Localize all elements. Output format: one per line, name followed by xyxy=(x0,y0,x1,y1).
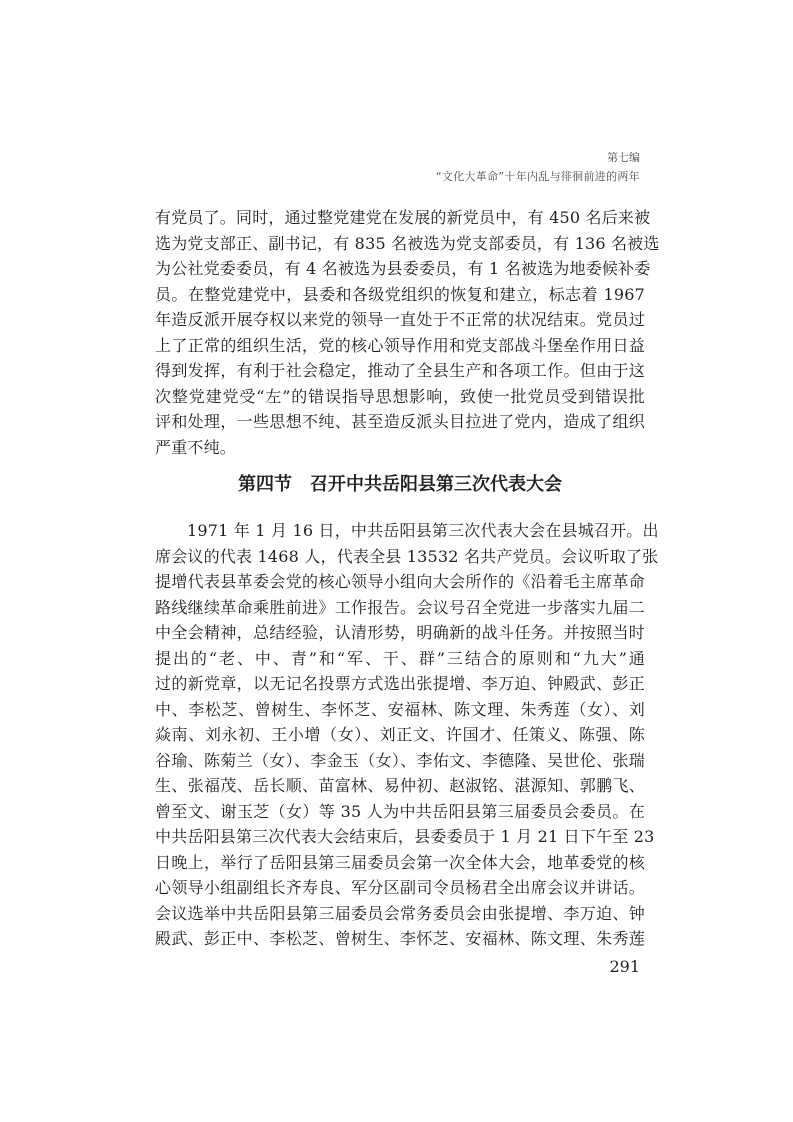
paragraph-line: 殿武、彭正中、李松芝、曾树生、李怀芝、安福林、陈文理、朱秀莲 xyxy=(155,929,645,948)
section-title: 召开中共岳阳县第三次代表大会 xyxy=(310,474,562,495)
paragraph-line: 次整党建党受“左”的错误指导思想影响，致使一批党员受到错误批 xyxy=(155,386,645,406)
paragraph-line: 日晚上，举行了岳阳县第三届委员会第一次全体大会，地革委党的核 xyxy=(155,852,645,872)
paragraph-line: 中共岳阳县第三次代表大会结束后，县委委员于 1 月 21 日下午至 23 xyxy=(155,827,655,846)
paragraph-line: 谷瑜、陈菊兰（女）、李金玉（女）、李佑文、李德隆、吴世伦、张瑞 xyxy=(155,750,645,770)
running-header xyxy=(436,148,640,186)
paragraph-line: 心领导小组副组长齐寿良、军分区副司令员杨君全出席会议并讲话。 xyxy=(155,878,645,897)
paragraph-line: 评和处理，一些思想不纯、甚至造反派头目拉进了党内，造成了组织 xyxy=(155,412,645,431)
paragraph-line: 席会议的代表 1468 人，代表全县 13532 名共产党员。会议听取了张 xyxy=(155,546,659,566)
paragraph-line: 得到发挥，有利于社会稳定，推动了全县生产和各项工作。但由于这 xyxy=(155,361,645,380)
paragraph-line: 严重不纯。 xyxy=(155,437,237,457)
paragraph-line: 生、张福茂、岳长顺、苗富林、易仲初、赵淑铭、湛源知、郭鹏飞、 xyxy=(155,776,645,795)
paragraph-line: 选为党支部正、副书记，有 835 名被选为党支部委员，有 136 名被选 xyxy=(155,233,660,253)
page-number: 291 xyxy=(609,957,640,976)
paragraph-line: 上了正常的组织生活，党的核心领导作用和党支部战斗堡垒作用日益 xyxy=(155,335,645,355)
paragraph-line: 年造反派开展夺权以来党的领导一直处于不正常的状况结束。党员过 xyxy=(155,310,645,329)
paragraph-line: 中、李松芝、曾树生、李怀芝、安福林、陈文理、朱秀莲（女）、刘 xyxy=(155,699,645,719)
paragraph-line: 员。在整党建党中，县委和各级党组织的恢复和建立，标志着 1967 xyxy=(155,284,645,304)
section-number: 第四节 xyxy=(238,474,292,495)
paragraph-line: 曾至文、谢玉芝（女）等 35 人为中共岳阳县第三届委员会委员。在 xyxy=(155,801,645,821)
paragraph-line: 有党员了。同时，通过整党建党在发展的新党员中，有 450 名后来被 xyxy=(155,208,651,227)
paragraph-line: 路线继续革命乘胜前进》工作报告。会议号召全党进一步落实九届二 xyxy=(155,597,645,617)
paragraph-continuation xyxy=(155,205,660,460)
running-header-subtitle: “文化大革命”十年内乱与徘徊前进的两年 xyxy=(435,170,640,183)
paragraph-line: 会议选举中共岳阳县第三届委员会常务委员会由张提增、李万迫、钟 xyxy=(155,903,645,923)
paragraph-line: 1971 年 1 月 16 日，中共岳阳县第三次代表大会在县城召开。出 xyxy=(187,521,659,540)
paragraph-line: 焱南、刘永初、王小增（女）、刘正文、许国才、任策义、陈强、陈 xyxy=(155,725,645,744)
paragraph-line: 提增代表县革委会党的核心领导小组向大会所作的《沿着毛主席革命 xyxy=(155,572,645,591)
running-header-part: 第七编 xyxy=(607,151,640,164)
paragraph-line: 中全会精神，总结经验，认清形势，明确新的战斗任务。并按照当时 xyxy=(155,623,645,642)
paragraph-line: 过的新党章，以无记名投票方式选出张提增、李万迫、钟殿武、彭正 xyxy=(155,674,645,693)
section-heading xyxy=(155,472,645,498)
paragraph-line: 提出的“老、中、青”和“军、干、群”三结合的原则和“九大”通 xyxy=(155,648,645,668)
paragraph-line: 为公社党委委员，有 4 名被选为县委委员，有 1 名被选为地委候补委 xyxy=(155,259,651,278)
paragraph-body xyxy=(155,518,659,952)
